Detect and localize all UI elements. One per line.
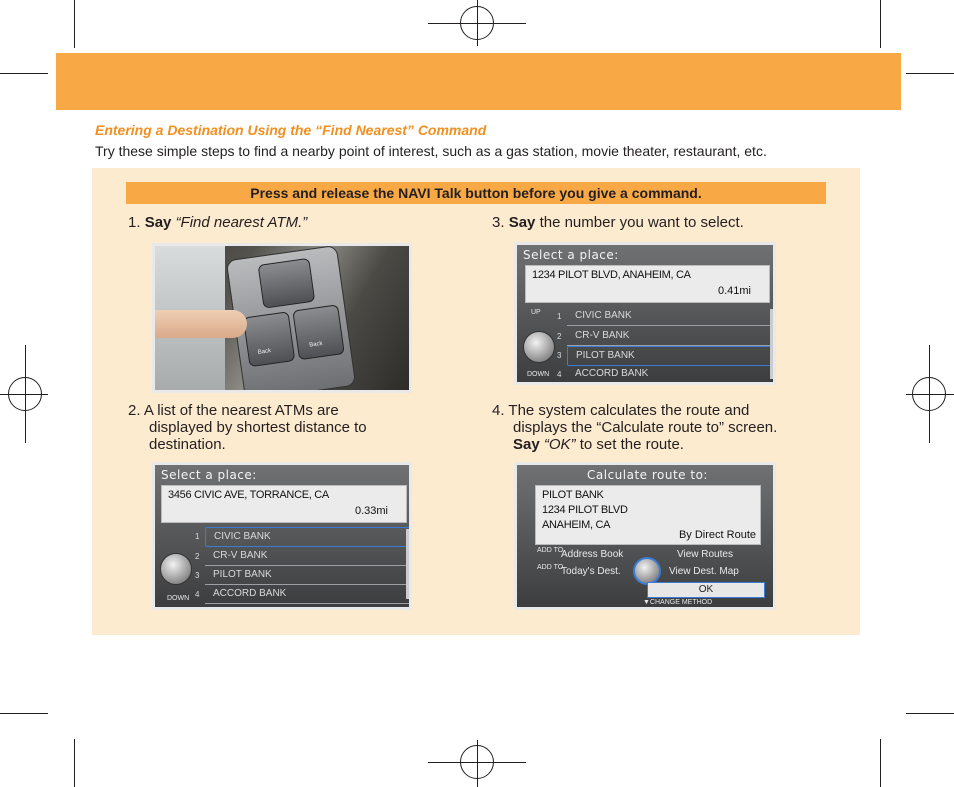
nav-screen-select-place-b	[514, 242, 776, 385]
instruction-banner: Press and release the NAVI Talk button before you give a command.	[126, 182, 826, 204]
view-dest-map-button[interactable]: View Dest. Map	[669, 566, 739, 577]
route-method: By Direct Route	[678, 529, 756, 541]
crop-mark	[906, 73, 954, 74]
crop-mark	[0, 713, 48, 714]
list-item[interactable]: CR-V BANK	[205, 547, 409, 566]
item-number: 1	[195, 532, 200, 541]
step-text: displayed by shortest distance to	[149, 419, 367, 436]
talk-button	[243, 311, 296, 367]
address-text: 3456 CIVIC AVE, TORRANCE, CA	[168, 489, 329, 501]
distance-text: 0.41mi	[717, 285, 751, 297]
voice-command: “Find nearest ATM.”	[175, 214, 308, 231]
back-button	[292, 304, 345, 360]
down-label: DOWN	[167, 595, 190, 602]
step-1	[128, 214, 307, 231]
crop-mark	[880, 739, 881, 787]
item-number: 4	[557, 370, 562, 379]
crop-mark	[906, 713, 954, 714]
step-text: the number you want to select.	[539, 214, 744, 231]
address-text: 1234 PILOT BLVD, ANAHEIM, CA	[532, 269, 691, 281]
registration-line	[0, 394, 48, 395]
list-item[interactable]: CIVIC BANK	[567, 307, 773, 326]
item-number: 2	[195, 552, 200, 561]
address-box	[161, 485, 407, 523]
step-2	[128, 402, 367, 453]
step-number: 4.	[492, 402, 505, 419]
top-button	[258, 258, 316, 309]
item-number: 2	[557, 332, 562, 341]
step-number: 1.	[128, 214, 141, 231]
change-method-label: ▼CHANGE METHOD	[643, 599, 713, 606]
address-box	[525, 265, 770, 303]
step-text: destination.	[149, 436, 226, 453]
steering-wheel-photo	[152, 243, 412, 393]
section-title: Entering a Destination Using the “Find Nearest” Command	[95, 122, 487, 138]
up-label: UP	[531, 309, 541, 316]
crop-mark	[74, 739, 75, 787]
back-label: Back	[308, 340, 323, 349]
screen-title: Select a place:	[161, 468, 257, 482]
address-book-button[interactable]: Address Book	[561, 549, 624, 560]
nav-screen-calculate-route	[514, 462, 776, 610]
view-routes-button[interactable]: View Routes	[677, 549, 733, 560]
step-number: 2.	[128, 402, 141, 419]
destination-box	[535, 485, 761, 545]
ok-button[interactable]: OK	[647, 582, 765, 598]
step-number: 3.	[492, 214, 505, 231]
say-keyword: Say	[513, 436, 540, 453]
down-label: DOWN	[527, 371, 550, 378]
step-text: A list of the nearest ATMs are	[143, 402, 339, 419]
item-number: 3	[195, 571, 200, 580]
list-item[interactable]: CR-V BANK	[567, 327, 773, 346]
list-item[interactable]: PILOT BANK	[205, 566, 409, 585]
add-to-label: ADD TO	[537, 564, 564, 571]
scrollbar[interactable]	[406, 529, 409, 599]
destination-name: PILOT BANK	[542, 489, 604, 501]
selector-knob-icon[interactable]	[160, 553, 192, 585]
item-number: 4	[195, 590, 200, 599]
step-text: displays the “Calculate route to” screen.	[513, 419, 778, 436]
say-keyword: Say	[508, 214, 536, 231]
selector-knob-icon[interactable]	[523, 331, 555, 363]
crop-mark	[880, 0, 881, 48]
registration-line	[25, 345, 26, 443]
registration-line	[929, 345, 930, 443]
list-item[interactable]: ACCORD BANK	[567, 365, 773, 384]
registration-line	[477, 740, 478, 787]
list-item[interactable]: PILOT BANK	[567, 346, 775, 366]
say-keyword: Say	[144, 214, 172, 231]
item-number: 1	[557, 312, 562, 321]
destination-street: 1234 PILOT BLVD	[542, 504, 628, 516]
step-text: The system calculates the route and	[508, 402, 750, 419]
list-item[interactable]: ACCORD BANK	[205, 585, 409, 604]
intro-text: Try these simple steps to find a nearby point of interest, such as a gas station, movie theater, restaurant, etc.	[95, 143, 767, 159]
todays-dest-button[interactable]: Today's Dest.	[561, 566, 621, 577]
list-item[interactable]: CIVIC BANK	[205, 527, 411, 547]
registration-line	[906, 394, 954, 395]
back-label: Back	[257, 348, 272, 356]
finger	[155, 310, 247, 338]
item-number: 3	[557, 351, 562, 360]
selector-knob-icon[interactable]	[633, 557, 661, 585]
destination-city: ANAHEIM, CA	[542, 519, 611, 531]
screen-title: Calculate route to:	[587, 468, 708, 482]
header-band	[56, 53, 901, 110]
nav-screen-select-place-a	[152, 462, 412, 610]
crop-mark	[0, 73, 48, 74]
distance-text: 0.33mi	[354, 505, 388, 517]
voice-command: “OK”	[543, 436, 576, 453]
registration-line	[477, 0, 478, 46]
step-4	[492, 402, 777, 453]
screen-title: Select a place:	[523, 248, 619, 262]
scrollbar[interactable]	[770, 309, 773, 379]
step-text: to set the route.	[579, 436, 684, 453]
add-to-label: ADD TO	[537, 547, 564, 554]
step-3	[492, 214, 744, 231]
crop-mark	[74, 0, 75, 48]
